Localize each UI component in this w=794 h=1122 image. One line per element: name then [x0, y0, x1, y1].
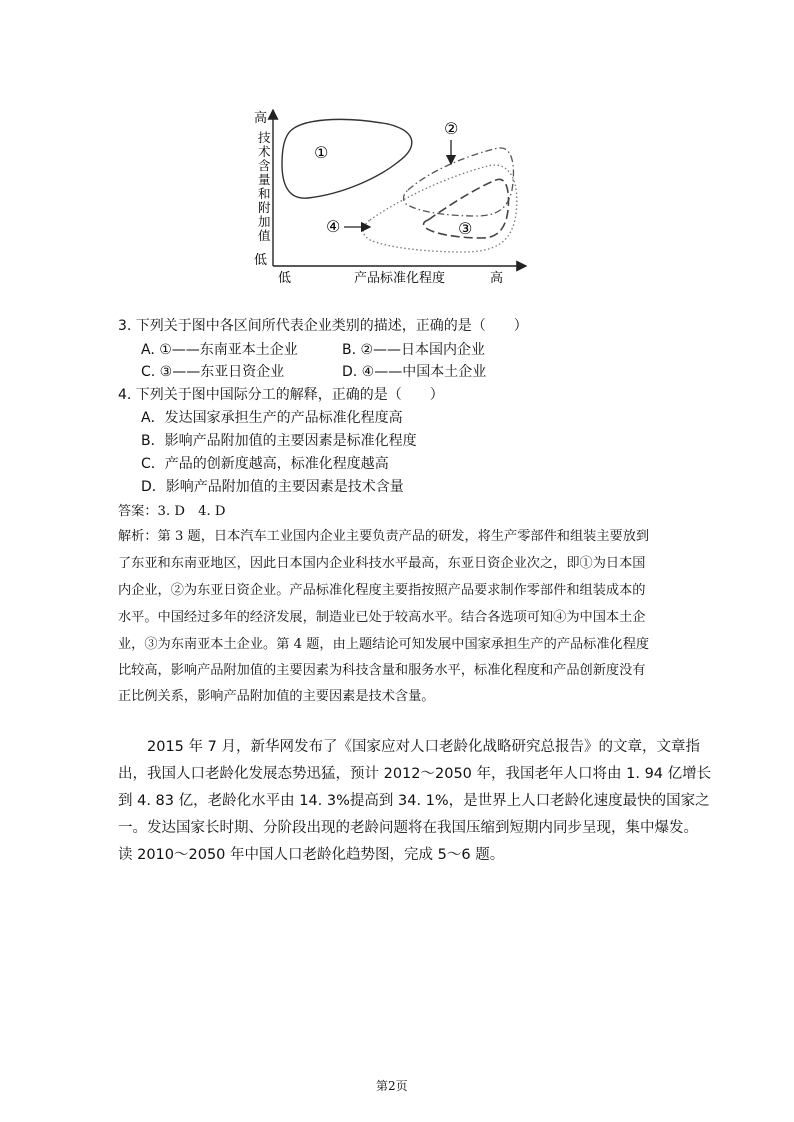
svg-text:量: 量 — [258, 172, 271, 187]
question-4-stem: 4. 下列关于图中国际分工的解释，正确的是（ ） — [118, 387, 444, 403]
question-3-option-b: B. ②——日本国内企业 — [342, 342, 486, 358]
question-3-option-a: A. ①——东南亚本土企业 — [141, 342, 298, 358]
question-4-option-a: A．发达国家承担生产的产品标准化程度高 — [141, 410, 403, 426]
answer: 答案：3. D 4. D — [118, 504, 226, 519]
analysis-line-6: 比较高，影响产品附加值的主要因素为科技含量和服务水平，标准化程度和产品创新度没有 — [118, 663, 646, 678]
passage-line-5: 读 2010～2050 年中国人口老龄化趋势图，完成 5～6 题。 — [118, 847, 505, 863]
question-3-option-d: D. ④——中国本土企业 — [342, 364, 487, 380]
question-4-option-d: D．影响产品附加值的主要因素是技术含量 — [141, 479, 404, 495]
analysis-line-1: 解析：第 3 题，日本汽车工业国内企业主要负责产品的研发，将生产零部件和组装主要放到 — [118, 529, 650, 544]
region-1-outline — [282, 119, 412, 198]
x-low-label: 低 — [278, 271, 292, 286]
svg-text:附: 附 — [258, 200, 271, 215]
region-4-label: ④ — [326, 217, 341, 236]
region-2-label: ② — [444, 119, 459, 138]
analysis-line-3: 内企业，②为东亚日资企业。产品标准化程度主要指按照产品要求制作零部件和组装成本的 — [118, 583, 646, 598]
passage-line-2: 出，我国人口老龄化发展态势迅猛，预计 2012～2050 年，我国老年人口将由 1. 94 亿增长 — [118, 766, 712, 782]
x-axis-label: 产品标准化程度 — [354, 271, 446, 286]
question-3-option-c: C. ③——东亚日资企业 — [141, 364, 285, 380]
passage-line-3: 到 4. 83 亿，老龄化水平由 14. 3%提高到 34. 1%，是世界上人口老龄化速度最快的国家之 — [118, 793, 710, 809]
y-high-label: 高 — [254, 111, 268, 126]
analysis-line-2: 了东亚和东南亚地区，因此日本国内企业科技水平最高，东亚日资企业次之，即①为日本国 — [118, 556, 646, 571]
passage-line-4: 一。发达国家长时期、分阶段出现的老龄问题将在我国压缩到短期内同步呈现，集中爆发。 — [118, 820, 698, 836]
analysis-line-5: 业，③为东南亚本土企业。第 4 题，由上题结论可知发展中国家承担生产的产品标准化程度 — [118, 637, 650, 652]
page-number: 第2页 — [376, 1079, 408, 1093]
region-1-label: ① — [314, 143, 329, 162]
svg-text:和: 和 — [258, 186, 271, 201]
analysis-line-4: 水平。中国经过多年的经济发展，制造业已处于较高水平。结合各选项可知④为中国本土企 — [118, 610, 646, 625]
question-4-option-c: C．产品的创新度越高，标准化程度越高 — [141, 456, 389, 472]
svg-text:值: 值 — [258, 228, 271, 243]
x-high-label: 高 — [490, 271, 504, 286]
question-3-stem: 3. 下列关于图中各区间所代表企业类别的描述，正确的是（ ） — [118, 318, 528, 334]
passage-line-1: 2015 年 7 月，新华网发布了《国家应对人口老龄化战略研究总报告》的文章，文章指 — [118, 739, 700, 755]
division-of-labor-diagram — [248, 104, 538, 294]
svg-text:术: 术 — [258, 144, 271, 159]
svg-text:含: 含 — [258, 158, 271, 173]
y-low-label: 低 — [254, 253, 268, 268]
question-4-option-b: B．影响产品附加值的主要因素是标准化程度 — [141, 433, 417, 449]
y-axis-label — [258, 130, 271, 243]
region-4-outline — [363, 165, 517, 252]
svg-text:加: 加 — [258, 214, 271, 229]
analysis-line-7: 正比例关系，影响产品附加值的主要因素是技术含量。 — [118, 689, 435, 704]
region-3-label: ③ — [458, 219, 473, 238]
svg-text:技: 技 — [258, 130, 271, 145]
region-2-outline — [404, 148, 514, 216]
